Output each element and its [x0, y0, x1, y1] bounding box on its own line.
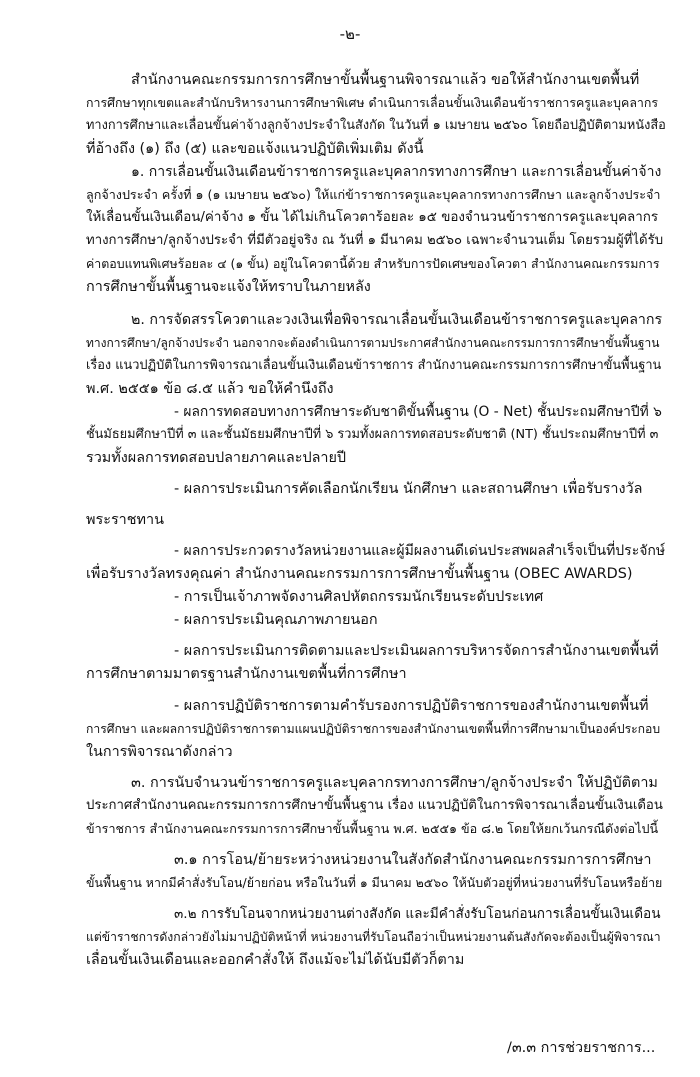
text-line: ทางการศึกษา/ลูกจ้างประจำ นอกจากจะต้องดำเนินการตามประกาศสำนักงานคณะกรรมการการศึกษาขั้นพื้นฐาน — [86, 336, 660, 350]
continuation-note: /๓.๓ การช่วยราชการ... — [507, 1040, 656, 1056]
text-line: การศึกษา และผลการปฏิบัติราชการตามแผนปฏิบัติราชการของสำนักงานเขตพื้นที่การศึกษามาเป็นองค์ประกอบ — [86, 722, 661, 736]
text-line: สำนักงานคณะกรรมการการศึกษาขั้นพื้นฐานพิจารณาแล้ว ขอให้สำนักงานเขตพื้นที่ — [131, 72, 640, 88]
text-line: ในการพิจารณาดังกล่าว — [86, 744, 233, 760]
text-line: รวมทั้งผลการทดสอบปลายภาคและปลายปี — [86, 450, 347, 466]
text-line: ที่อ้างถึง (๑) ถึง (๕) และขอแจ้งแนวปฏิบัติเพิ่มเติม ดังนี้ — [86, 141, 424, 157]
page-number: -๒- — [339, 25, 361, 43]
text-line: ๒. การจัดสรรโควตาและวงเงินเพื่อพิจารณาเลื่อนขั้นเงินเดือนข้าราชการครูและบุคลากร — [131, 312, 663, 328]
text-line: - ผลการปฏิบัติราชการตามคำรับรองการปฏิบัติราชการของสำนักงานเขตพื้นที่ — [174, 698, 649, 714]
text-line: เพื่อรับรางวัลทรงคุณค่า สำนักงานคณะกรรมการการศึกษาขั้นพื้นฐาน (OBEC AWARDS) — [86, 566, 633, 582]
text-line: ๓.๑ การโอน/ย้ายระหว่างหน่วยงานในสังกัดสำนักงานคณะกรรมการการศึกษา — [174, 852, 652, 868]
text-line: ชั้นมัธยมศึกษาปีที่ ๓ และชั้นมัธยมศึกษาปีที่ ๖ รวมทั้งผลการทดสอบระดับชาติ (NT) ชั้นประถมศึกษาปีที่ ๓ — [86, 427, 659, 442]
text-line: - ผลการประเมินการคัดเลือกนักเรียน นักศึกษา และสถานศึกษา เพื่อรับรางวัล — [174, 481, 643, 497]
text-line: ๓.๒ การรับโอนจากหน่วยงานต่างสังกัด และมีคำสั่งรับโอนก่อนการเลื่อนขั้นเงินเดือน — [174, 906, 661, 922]
text-line: เลื่อนขั้นเงินเดือนและออกคำสั่งให้ ถึงแม้จะไม่ได้นับมีตัวก็ตาม — [86, 952, 465, 968]
text-line: ประกาศสำนักงานคณะกรรมการการศึกษาขั้นพื้นฐาน เรื่อง แนวปฏิบัติในการพิจารณาเลื่อนขั้นเงินเดือน — [86, 798, 663, 813]
text-line: พ.ศ. ๒๕๕๑ ข้อ ๘.๕ แล้ว ขอให้คำนึงถึง — [86, 381, 334, 397]
text-line: ทางการศึกษาและเลื่อนขั้นค่าจ้างลูกจ้างประจำในสังกัด ในวันที่ ๑ เมษายน ๒๕๖๐ โดยถือปฏิบัติตามหนังสือ — [86, 118, 666, 133]
text-line: - ผลการประเมินการติดตามและประเมินผลการบริหารจัดการสำนักงานเขตพื้นที่ — [174, 643, 659, 659]
text-line: พระราชทาน — [86, 512, 164, 528]
text-line: ให้เลื่อนขั้นเงินเดือน/ค่าจ้าง ๑ ขั้น ได้ไม่เกินโควตาร้อยละ ๑๕ ของจำนวนข้าราชการครูและบุคลากร — [86, 210, 659, 225]
text-line: ทางการศึกษา/ลูกจ้างประจำ ที่มีตัวอยู่จริง ณ วันที่ ๑ มีนาคม ๒๕๖๐ เฉพาะจำนวนเต็ม โดยรวมผู้ที่ได้รับ — [86, 233, 664, 248]
text-line: เรื่อง แนวปฏิบัติในการพิจารณาเลื่อนขั้นเงินเดือนข้าราชการ สำนักงานคณะกรรมการการศึกษาขั้นพื้นฐาน — [86, 358, 662, 373]
text-line: - การเป็นเจ้าภาพจัดงานศิลปหัตถกรรมนักเรียนระดับประเทศ — [174, 589, 544, 605]
text-line: - ผลการทดสอบทางการศึกษาระดับชาติขั้นพื้นฐาน (O - Net) ชั้นประถมศึกษาปีที่ ๖ — [174, 404, 662, 420]
text-line: - ผลการประกวดรางวัลหน่วยงานและผู้มีผลงานดีเด่นประสพผลสำเร็จเป็นที่ประจักษ์ — [174, 543, 666, 559]
text-line: ๓. การนับจำนวนข้าราชการครูและบุคลากรทางการศึกษา/ลูกจ้างประจำ ให้ปฏิบัติตาม — [131, 775, 658, 791]
text-line: ขั้นพื้นฐาน หากมีคำสั่งรับโอน/ย้ายก่อน หรือในวันที่ ๑ มีนาคม ๒๕๖๐ ให้นับตัวอยู่ที่หน่วยงานที่รับโอนหรือย้าย — [86, 875, 663, 890]
text-line: ข้าราชการ สำนักงานคณะกรรมการการศึกษาขั้นพื้นฐาน พ.ศ. ๒๕๕๑ ข้อ ๘.๒ โดยให้ยกเว้นกรณีดังต่อไปนี้ — [86, 821, 659, 836]
text-line: แต่ข้าราชการดังกล่าวยังไม่มาปฏิบัติหน้าที่ หน่วยงานที่รับโอนถือว่าเป็นหน่วยงานต้นสังกัดจะต้องเป็นผู้พิจารณา — [86, 930, 661, 944]
text-line: - ผลการประเมินคุณภาพภายนอก — [174, 612, 378, 628]
text-line: ลูกจ้างประจำ ครั้งที่ ๑ (๑ เมษายน ๒๕๖๐) ให้แก่ข้าราชการครูและบุคลากรทางการศึกษา และลูกจ้างประจำ — [86, 187, 661, 202]
text-line: ๑. การเลื่อนขั้นเงินเดือนข้าราชการครูและบุคลากรทางการศึกษา และการเลื่อนขั้นค่าจ้าง — [131, 164, 662, 180]
text-line: การศึกษาทุกเขตและสำนักบริหารงานการศึกษาพิเศษ ดำเนินการเลื่อนขั้นเงินเดือนข้าราชการครูและบุคลากร — [86, 95, 659, 110]
text-line: การศึกษาตามมาตรฐานสำนักงานเขตพื้นที่การศึกษา — [86, 666, 407, 682]
text-line: การศึกษาขั้นพื้นฐานจะแจ้งให้ทราบในภายหลัง — [86, 279, 371, 295]
text-line: ค่าตอบแทนพิเศษร้อยละ ๔ (๑ ขั้น) อยู่ในโควตานี้ด้วย สำหรับการปัดเศษของโควตา สำนักงานคณะกรรมการ — [86, 256, 660, 271]
